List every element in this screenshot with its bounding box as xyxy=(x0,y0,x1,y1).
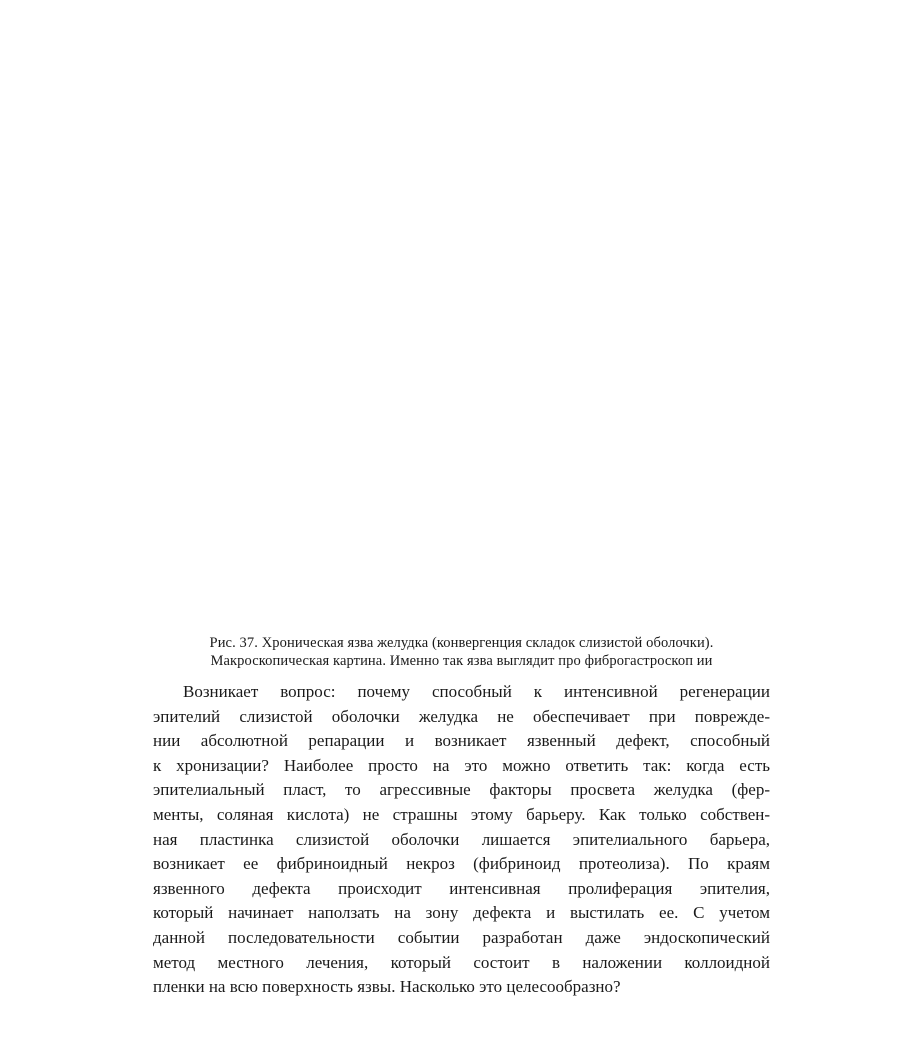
paragraph-line: к хронизации? Наиболее просто на это можно ответить так: когда есть xyxy=(153,755,770,775)
paragraph-line: нии абсолютной репарации и возникает язвенный дефект, способный xyxy=(153,731,770,751)
paragraph-line: язвенного дефекта происходит интенсивная пролиферация эпителия, xyxy=(153,878,770,898)
paragraph-line: данной последовательности событии разработан даже эндоскопический xyxy=(153,927,770,947)
figure-image-area xyxy=(153,40,770,620)
paragraph-line: ная пластинка слизистой оболочки лишается эпителиального барьера, xyxy=(153,829,770,849)
paragraph-line: Возникает вопрос: почему способный к интенсивной регенерации xyxy=(183,682,770,701)
paragraph-line: метод местного лечения, который состоит в наложении коллоидной xyxy=(153,952,770,972)
paragraph-line: эпителий слизистой оболочки желудка не обеспечивает при поврежде- xyxy=(153,706,770,726)
figure-caption xyxy=(153,634,770,670)
caption-line: Макроскопическая картина. Именно так язва выглядит про фиброгастроскоп ии xyxy=(210,653,713,669)
caption-line: Рис. 37. Хроническая язва желудка (конвергенция складок слизистой оболочки). xyxy=(209,635,714,651)
paragraph-line: который начинает наползать на зону дефекта и выстилать ее. С учетом xyxy=(153,903,770,923)
body-paragraph xyxy=(153,680,770,1000)
paragraph-line: пленки на всю поверхность язвы. Насколько это целесообразно? xyxy=(153,977,621,997)
paragraph-line: эпителиальный пласт, то агрессивные факторы просвета желудка (фер- xyxy=(153,780,770,800)
paragraph-line: возникает ее фибриноидный некроз (фибриноид протеолиза). По краям xyxy=(153,854,770,874)
paragraph-line: менты, соляная кислота) не страшны этому барьеру. Как только собствен- xyxy=(153,804,770,824)
